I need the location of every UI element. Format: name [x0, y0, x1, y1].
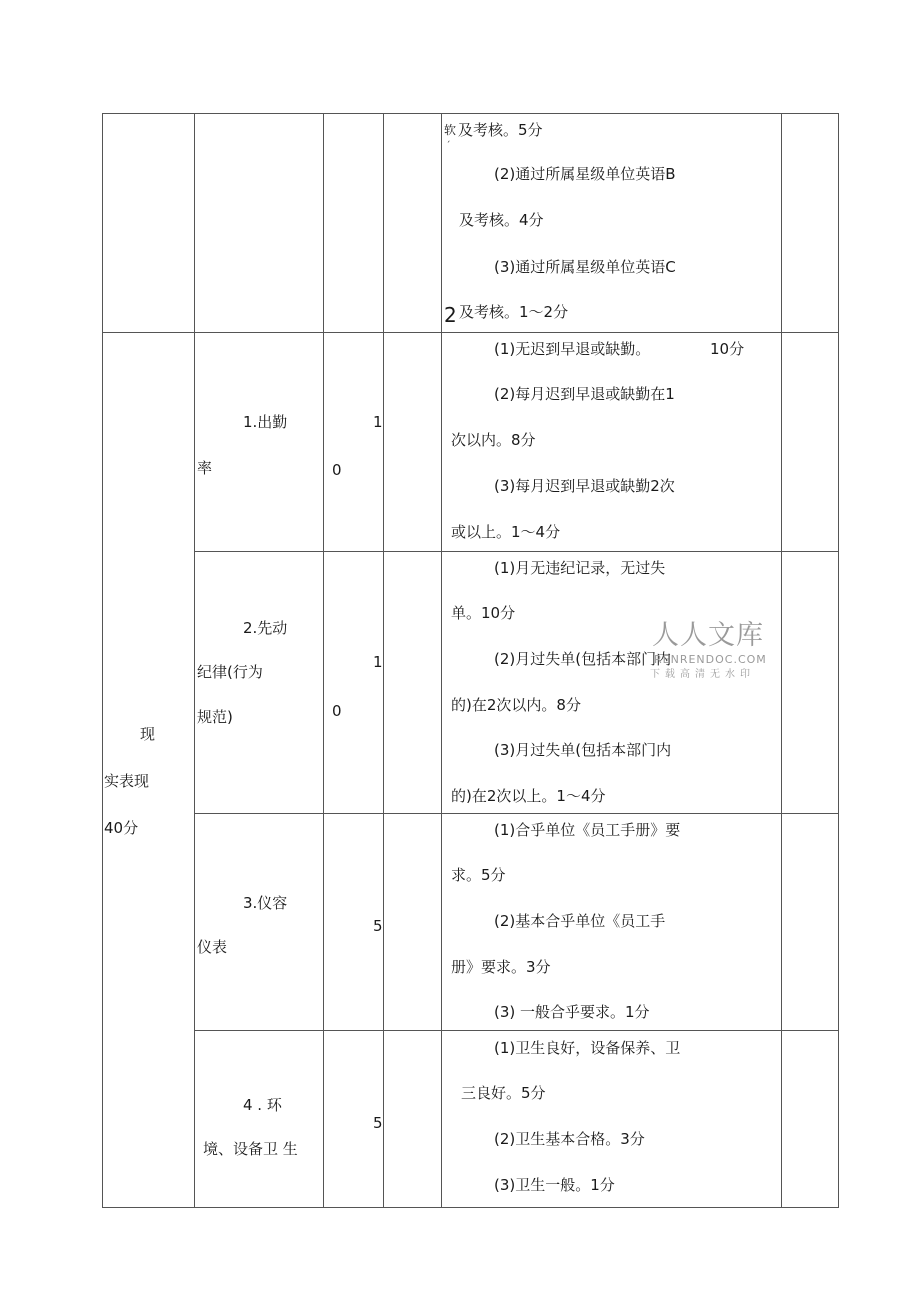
item-name: 仪表 [197, 938, 228, 956]
criteria-text: 求。5分 [451, 866, 506, 884]
row-border-1 [102, 332, 839, 333]
criteria-score: 10分 [710, 340, 745, 358]
item-name: 规范) [197, 708, 233, 726]
criteria-text: (1)月无违纪记录，无过失 [494, 559, 666, 577]
criteria-text: (2)每月迟到早退或缺勤在1 [494, 385, 675, 403]
cell-mark-number: 2 [444, 303, 457, 327]
col-border-3 [383, 113, 384, 1208]
col-border-6 [838, 113, 839, 1208]
watermark-title: 人人文库 [652, 620, 764, 651]
criteria-text: (1)卫生良好，设备保养、卫 [494, 1039, 681, 1057]
item-name: 3.仪容 [243, 894, 288, 912]
criteria-text: (1)无迟到早退或缺勤。 [494, 340, 651, 358]
criteria-text: 及考核。4分 [459, 211, 544, 229]
col-border-2 [323, 113, 324, 1208]
item-name: 境、设备卫 生 [203, 1140, 298, 1158]
item-score: 1 [373, 413, 383, 431]
item-name: 率 [197, 459, 213, 477]
row-border-bottom [102, 1207, 839, 1208]
watermark-subtitle: 下载高清无水印 [650, 669, 755, 680]
row-border-2 [195, 551, 839, 552]
row-border-top [102, 113, 839, 114]
criteria-text: (3)卫生一般。1分 [494, 1176, 615, 1194]
col-border-4 [441, 113, 442, 1208]
criteria-text: 及考核。5分 [458, 121, 543, 139]
row-border-4 [195, 1030, 839, 1031]
criteria-text: (1)合乎单位《员工手册》要 [494, 821, 681, 839]
criteria-text: 或以上。1～4分 [451, 523, 561, 541]
criteria-text: (3) 一般合乎要求。1分 [494, 1003, 650, 1021]
criteria-text: (2)卫生基本合格。3分 [494, 1130, 645, 1148]
criteria-text: (2)月过失单(包括本部门内 [494, 650, 672, 668]
item-score: 5 [373, 1114, 383, 1132]
criteria-text: 的)在2次以内。8分 [451, 696, 581, 714]
criteria-text: (3)通过所属星级单位英语C [494, 258, 676, 276]
criteria-text: (3)月过失单(包括本部门内 [494, 741, 672, 759]
item-score: 5 [373, 917, 383, 935]
criteria-text: (3)每月迟到早退或缺勤2次 [494, 477, 675, 495]
watermark-url: RENRENDOC.COM [654, 653, 767, 666]
item-name: 4 . 环 [243, 1096, 282, 1114]
col-border-0 [102, 113, 103, 1208]
item-name: 纪律(行为 [197, 663, 263, 681]
criteria-text: 三良好。5分 [461, 1084, 546, 1102]
cell-mark-small: ´ [446, 141, 451, 151]
item-score: 0 [332, 702, 342, 720]
row-border-3 [195, 813, 839, 814]
criteria-text: (2)基本合乎单位《员工手 [494, 912, 666, 930]
criteria-text: 册》要求。3分 [451, 958, 551, 976]
criteria-text: 次以内。8分 [451, 431, 536, 449]
section-label-line: 40分 [104, 819, 139, 837]
item-name: 2.先动 [243, 619, 288, 637]
cell-mark: 软 [444, 123, 457, 137]
criteria-text: 单。10分 [451, 604, 516, 622]
criteria-text: 的)在2次以上。1～4分 [451, 787, 606, 805]
section-label-line: 现 [140, 725, 156, 743]
item-name: 1.出勤 [243, 413, 288, 431]
section-label-line: 实表现 [104, 772, 150, 790]
item-score: 0 [332, 461, 342, 479]
col-border-5 [781, 113, 782, 1208]
item-score: 1 [373, 653, 383, 671]
criteria-text: (2)通过所属星级单位英语B [494, 165, 676, 183]
criteria-text: 及考核。1～2分 [459, 303, 569, 321]
col-border-1 [194, 113, 195, 1208]
